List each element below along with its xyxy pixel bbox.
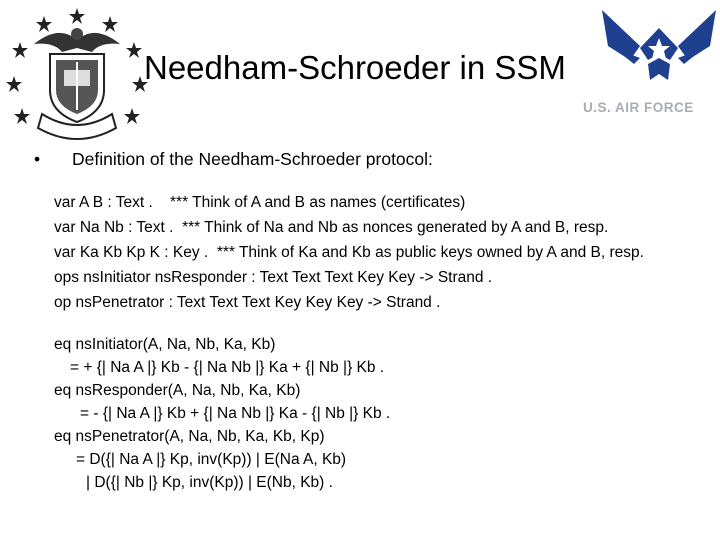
- slide-title: Needham-Schroeder in SSM: [144, 49, 566, 86]
- air-force-wordmark: U.S. AIR FORCE: [583, 100, 694, 115]
- code-line: var A B : Text . *** Think of A and B as names (certificates): [54, 194, 466, 211]
- code-line: op nsPenetrator : Text Text Text Key Key Key -> Strand .: [54, 294, 441, 311]
- code-line: = D({| Na A |} Kp, inv(Kp)) | E(Na A, Kb): [76, 451, 347, 468]
- air-force-symbol-logo: [600, 8, 718, 84]
- code-line: eq nsInitiator(A, Na, Nb, Ka, Kb): [54, 336, 276, 353]
- bullet-text: Definition of the Needham-Schroeder protocol:: [72, 149, 433, 169]
- code-line: ops nsInitiator nsResponder : Text Text Text Key Key -> Strand .: [54, 269, 493, 286]
- code-line: = - {| Na A |} Kb + {| Na Nb |} Ka - {| Nb |} Kb .: [80, 405, 391, 422]
- code-line: eq nsResponder(A, Na, Nb, Ka, Kb): [54, 382, 301, 399]
- code-line: = + {| Na A |} Kb - {| Na Nb |} Ka + {| Nb |} Kb .: [70, 359, 385, 376]
- code-line: | D({| Nb |} Kp, inv(Kp)) | E(Nb, Kb) .: [86, 474, 333, 491]
- bullet-symbol: •: [34, 149, 41, 169]
- code-line: var Na Nb : Text . *** Think of Na and Nb as nonces generated by A and B, resp.: [54, 219, 609, 236]
- code-line: eq nsPenetrator(A, Na, Nb, Ka, Kb, Kp): [54, 428, 325, 445]
- usafa-seal-logo: [4, 4, 150, 152]
- code-line: var Ka Kb Kp K : Key . *** Think of Ka and Kb as public keys owned by A and B, resp.: [54, 244, 644, 261]
